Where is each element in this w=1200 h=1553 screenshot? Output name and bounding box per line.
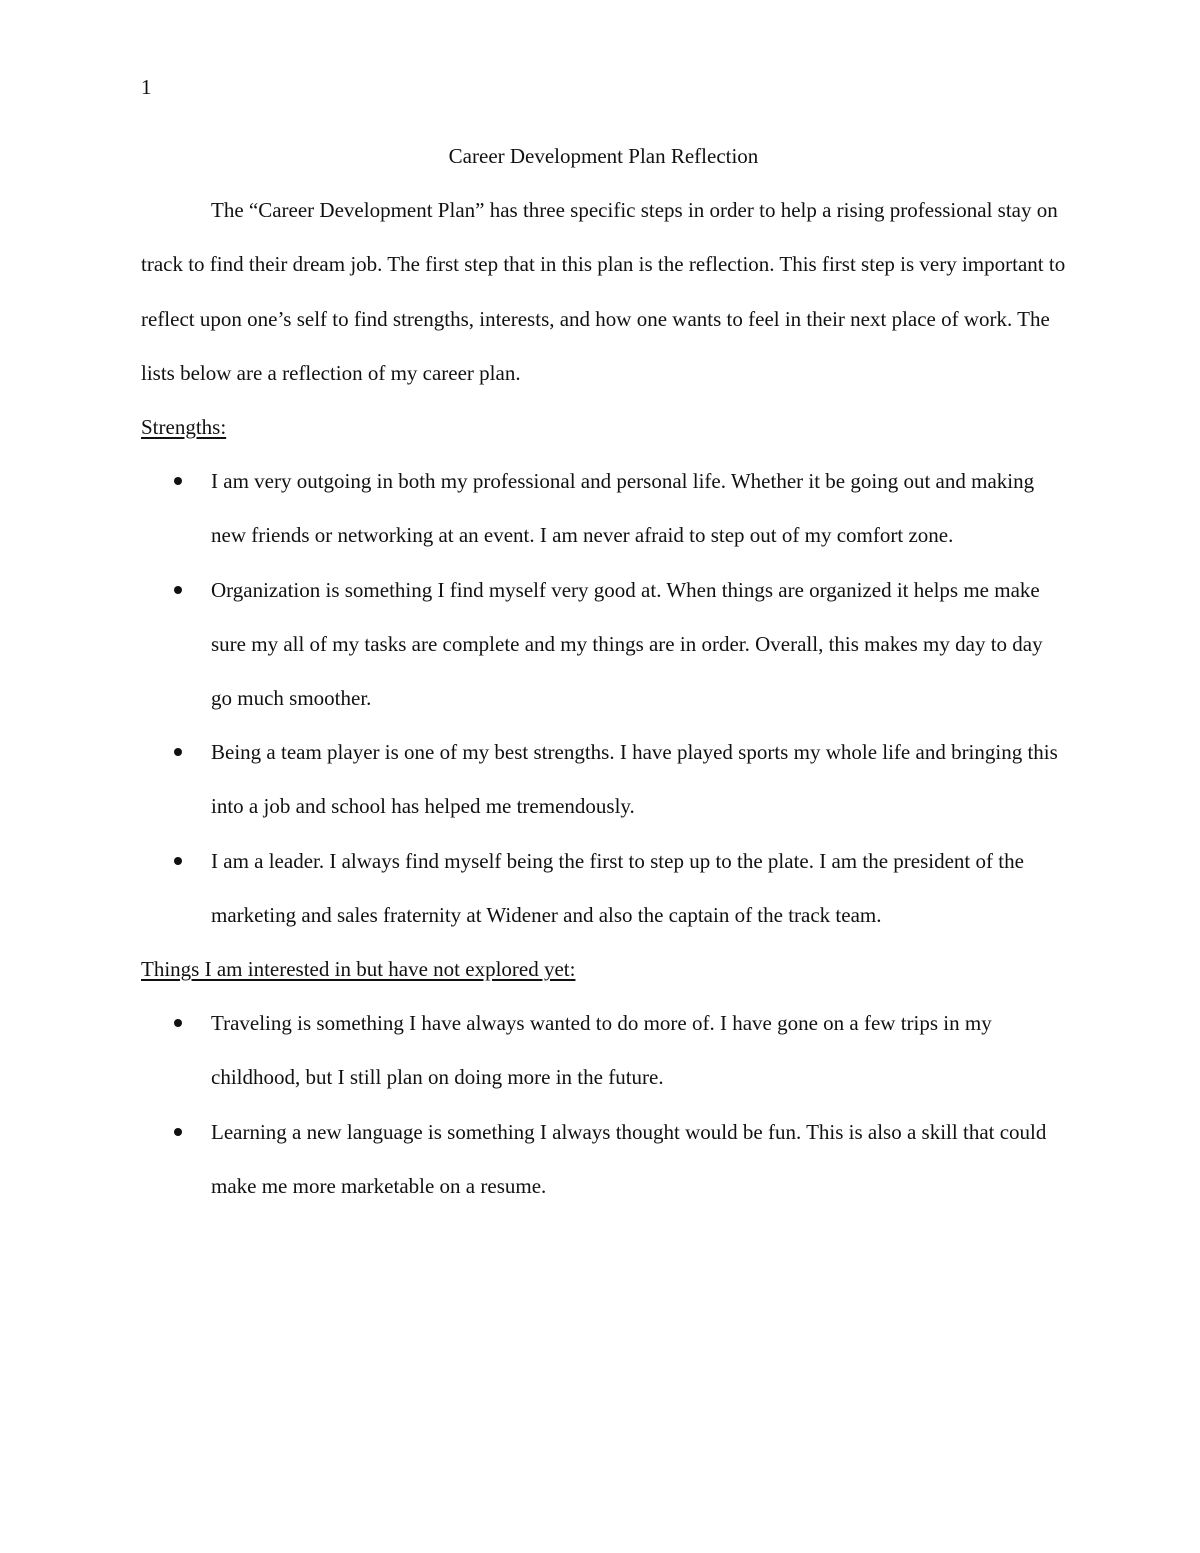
list-item	[211, 563, 1066, 726]
strengths-heading: Strengths:	[141, 415, 227, 440]
bullet-icon	[174, 477, 182, 485]
interests-list	[141, 996, 1066, 1213]
list-item	[211, 834, 1066, 942]
list-item-text: Being a team player is one of my best strengths. I have played sports my whole life and bringing this into a job and school has helped me tremendously.	[211, 740, 1058, 819]
list-item	[211, 996, 1066, 1104]
list-item-text: I am a leader. I always find myself being the first to step up to the plate. I am the president of the marketing and sales fraternity at Widener and also the captain of the track team.	[211, 848, 1024, 927]
list-item-text: I am very outgoing in both my professional and personal life. Whether it be going out and making new friends or networking at an event. I am never afraid to step out of my comfort zone.	[211, 469, 1035, 548]
page-number: 1	[141, 75, 152, 99]
document-body	[141, 129, 1066, 1213]
document-title: Career Development Plan Reflection	[448, 144, 759, 168]
list-item-text: Learning a new language is something I always thought would be fun. This is also a skill that could make me more marketable on a resume.	[211, 1119, 1047, 1198]
list-item	[211, 725, 1066, 833]
list-item-text: Organization is something I find myself very good at. When things are organized it helps me make sure my all of my tasks are complete and my things are in order. Overall, this makes my day to day go much smoother.	[211, 577, 1043, 711]
list-item-text: Traveling is something I have always wanted to do more of. I have gone on a few trips in my childhood, but I still plan on doing more in the future.	[211, 1011, 992, 1090]
interests-heading: Things I am interested in but have not explored yet:	[141, 957, 576, 982]
bullet-icon	[174, 586, 182, 594]
strengths-list	[141, 454, 1066, 942]
intro-paragraph: The “Career Development Plan” has three specific steps in order to help a rising professional stay on track to find their dream job. The first step that in this plan is the reflection. This first step is very important to reflect upon one’s self to find strengths, interests, and how one wants to feel in their next place of work. The lists below are a reflection of my career plan.	[141, 198, 1066, 385]
bullet-icon	[174, 1019, 182, 1027]
bullet-icon	[174, 1128, 182, 1136]
list-item	[211, 1105, 1066, 1213]
list-item	[211, 454, 1066, 562]
bullet-icon	[174, 748, 182, 756]
bullet-icon	[174, 857, 182, 865]
